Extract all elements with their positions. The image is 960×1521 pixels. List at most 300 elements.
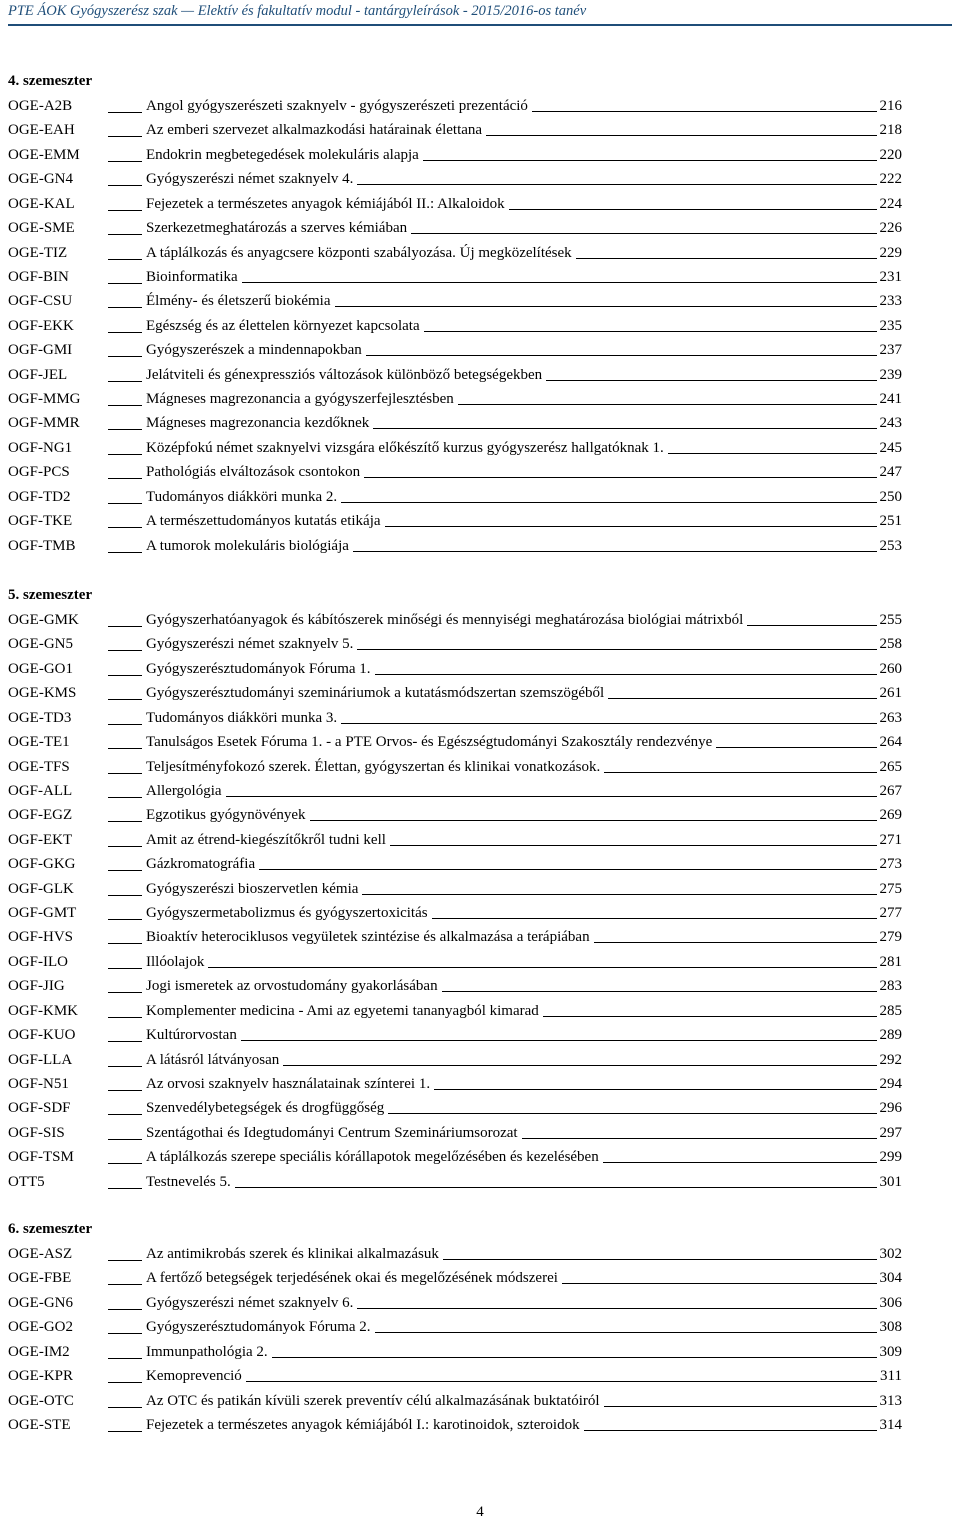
- page-ref: 250: [879, 488, 902, 505]
- entry-main: [146, 170, 902, 188]
- page-ref: 239: [879, 366, 902, 383]
- dot-leader-line: [434, 1089, 876, 1090]
- course-code: OGF-TKE: [8, 513, 73, 530]
- toc-entry[interactable]: [8, 97, 902, 115]
- toc-entry[interactable]: [8, 488, 902, 506]
- course-code: OGE-STE: [8, 1416, 71, 1433]
- toc-entry[interactable]: [8, 219, 902, 237]
- toc-entry[interactable]: [8, 1075, 902, 1093]
- dot-leader-line: [390, 845, 877, 846]
- page-ref: 243: [879, 415, 902, 432]
- entry-main: [146, 195, 902, 213]
- course-title: Fejezetek a természetes anyagok kémiájából I.: karotinoidok, szteroidok: [146, 1416, 580, 1433]
- course-title: Gyógyszerészi német szaknyelv 5.: [146, 636, 354, 653]
- entry-main: [146, 121, 902, 139]
- entry-main: [146, 317, 902, 335]
- course-code: OGF-SIS: [8, 1124, 65, 1141]
- dot-leader-line: [357, 649, 876, 650]
- code-leader-line: [108, 454, 142, 455]
- code-leader-line: [108, 429, 142, 430]
- entry-main: [146, 1002, 902, 1020]
- dot-leader-line: [423, 160, 877, 161]
- page-ref: 281: [879, 953, 902, 970]
- course-code: OGE-SME: [8, 220, 75, 237]
- code-leader-line: [108, 503, 142, 504]
- dot-leader-line: [235, 1187, 877, 1188]
- course-title: Bioaktív heterociklusos vegyületek szintézise és alkalmazása a terápiában: [146, 929, 590, 946]
- code-leader-line: [108, 405, 142, 406]
- page-ref: 273: [879, 856, 902, 873]
- entry-main: [146, 1245, 902, 1263]
- entry-main: [146, 1124, 902, 1142]
- course-title: Bioinformatika: [146, 268, 238, 285]
- toc-entry[interactable]: [8, 1294, 902, 1312]
- course-title: Egészség és az élettelen környezet kapcsolata: [146, 317, 420, 334]
- code-leader-line: [108, 1139, 142, 1140]
- code-leader-line: [108, 1284, 142, 1285]
- entry-main: [146, 488, 902, 506]
- entry-main: [146, 414, 902, 432]
- toc-entry[interactable]: [8, 195, 902, 213]
- page-ref: 306: [879, 1294, 902, 1311]
- code-leader-line: [108, 1260, 142, 1261]
- page-ref: 279: [879, 929, 902, 946]
- toc-entry[interactable]: [8, 366, 902, 384]
- code-leader-line: [108, 626, 142, 627]
- dot-leader-line: [341, 502, 876, 503]
- code-leader-line: [108, 161, 142, 162]
- entry-main: [146, 146, 902, 164]
- course-title: Az OTC és patikán kívüli szerek preventív célú alkalmazásának buktatóiról: [146, 1392, 600, 1409]
- page-ref: 267: [879, 782, 902, 799]
- toc-entry[interactable]: [8, 733, 902, 751]
- course-title: Az orvosi szaknyelv használatainak színterei 1.: [146, 1075, 431, 1092]
- page-ref: 247: [879, 464, 902, 481]
- entry-main: [146, 1269, 902, 1287]
- dot-leader-line: [594, 942, 877, 943]
- dot-leader-line: [364, 477, 876, 478]
- course-code: OGF-GMT: [8, 905, 77, 922]
- toc-entry[interactable]: [8, 758, 902, 776]
- dot-leader-line: [716, 747, 876, 748]
- dot-leader-line: [310, 820, 877, 821]
- toc-entry[interactable]: [8, 928, 902, 946]
- course-title: Gyógyszerészi német szaknyelv 4.: [146, 171, 354, 188]
- course-title: A fertőző betegségek terjedésének okai és megelőzésének módszerei: [146, 1270, 558, 1287]
- toc-entry[interactable]: [8, 1343, 902, 1361]
- code-leader-line: [108, 307, 142, 308]
- page-ref: 308: [879, 1319, 902, 1336]
- page-ref: 222: [879, 171, 902, 188]
- course-title: Mágneses magrezonancia a gyógyszerfejlesztésben: [146, 391, 454, 408]
- course-title: Középfokú német szaknyelvi vizsgára előkészítő kurzus gyógyszerész hallgatóknak 1.: [146, 439, 664, 456]
- entry-main: [146, 1075, 902, 1093]
- page-ref: 285: [879, 1002, 902, 1019]
- dot-leader-line: [603, 1162, 877, 1163]
- code-leader-line: [108, 919, 142, 920]
- toc-entry[interactable]: [8, 1245, 902, 1263]
- page-ref: 255: [879, 612, 902, 628]
- course-code: OGF-PCS: [8, 464, 70, 481]
- toc-entry[interactable]: [8, 660, 902, 678]
- page-ref: 314: [879, 1416, 902, 1433]
- page-ref: 263: [879, 709, 902, 726]
- course-code: OGF-MMG: [8, 391, 81, 408]
- course-title: Gyógyszerhatóanyagok és kábítószerek minőségi és mennyiségi meghatározása biológiai mátrixból: [146, 612, 744, 628]
- code-leader-line: [108, 1188, 142, 1189]
- toc-entry[interactable]: [8, 709, 902, 727]
- course-code: OGF-N51: [8, 1075, 69, 1092]
- course-title: A látásról látványosan: [146, 1051, 280, 1068]
- dot-leader-line: [373, 428, 876, 429]
- course-code: OGE-KAL: [8, 195, 75, 212]
- dot-leader-line: [509, 209, 877, 210]
- dot-leader-line: [357, 1308, 876, 1309]
- page-ref: 253: [879, 537, 902, 554]
- page-ref: 226: [879, 220, 902, 237]
- page-ref: 292: [879, 1051, 902, 1068]
- course-title: Jelátviteli és génexpressziós változások különböző betegségekben: [146, 366, 543, 383]
- page-ref: 231: [879, 268, 902, 285]
- entry-main: [146, 463, 902, 481]
- course-code: OGF-TMB: [8, 537, 76, 554]
- entry-main: [146, 1367, 902, 1385]
- dot-leader-line: [604, 1406, 877, 1407]
- code-leader-line: [108, 870, 142, 871]
- entry-main: [146, 880, 902, 898]
- entry-main: [146, 390, 902, 408]
- entry-main: [146, 660, 902, 678]
- course-title: Tanulságos Esetek Fóruma 1. - a PTE Orvos- és Egészségtudományi Szakosztály rendezvénye: [146, 734, 713, 751]
- code-leader-line: [108, 968, 142, 969]
- dot-leader-line: [608, 698, 876, 699]
- code-leader-line: [108, 1163, 142, 1164]
- toc-entry[interactable]: [8, 1392, 902, 1410]
- dot-leader-line: [442, 991, 877, 992]
- course-code: OGF-MMR: [8, 415, 80, 432]
- course-title: Angol gyógyszerészeti szaknyelv - gyógyszerészeti prezentáció: [146, 98, 528, 114]
- page-ref: 251: [879, 513, 902, 530]
- course-code: OGF-GLK: [8, 880, 74, 897]
- dot-leader-line: [375, 674, 877, 675]
- course-title: Gázkromatográfia: [146, 856, 256, 873]
- code-leader-line: [108, 724, 142, 725]
- page-ref: 233: [879, 293, 902, 310]
- course-code: OGE-EMM: [8, 146, 80, 163]
- code-leader-line: [108, 185, 142, 186]
- dot-leader-line: [546, 380, 876, 381]
- entry-main: [146, 1099, 902, 1117]
- code-leader-line: [108, 112, 142, 113]
- course-title: Gyógyszerészi bioszervetlen kémia: [146, 880, 359, 897]
- course-code: OGF-EGZ: [8, 807, 73, 824]
- course-title: Gyógyszerészi német szaknyelv 6.: [146, 1294, 354, 1311]
- course-title: Gyógyszerésztudományok Fóruma 1.: [146, 660, 371, 677]
- code-leader-line: [108, 234, 142, 235]
- course-title: Tudományos diákköri munka 3.: [146, 709, 338, 726]
- dot-leader-line: [604, 772, 876, 773]
- course-title: Pathológiás elváltozások csontokon: [146, 464, 361, 481]
- code-leader-line: [108, 1407, 142, 1408]
- dot-leader-line: [532, 111, 877, 112]
- toc-entry[interactable]: [8, 537, 902, 555]
- entry-main: [146, 1026, 902, 1044]
- toc-entry[interactable]: [8, 1173, 902, 1191]
- dot-leader-line: [357, 184, 876, 185]
- toc-entry[interactable]: [8, 414, 902, 432]
- dot-leader-line: [341, 723, 876, 724]
- course-title: Élmény- és életszerű biokémia: [146, 293, 331, 310]
- code-leader-line: [108, 332, 142, 333]
- toc-entry[interactable]: [8, 463, 902, 481]
- page-ref: 237: [879, 342, 902, 359]
- toc-entry[interactable]: [8, 244, 902, 262]
- toc-entry[interactable]: [8, 1318, 902, 1336]
- code-leader-line: [108, 1090, 142, 1091]
- toc-entry[interactable]: [8, 1124, 902, 1142]
- course-title: Kultúrorvostan: [146, 1027, 237, 1044]
- entry-main: [146, 1318, 902, 1336]
- course-title: Komplementer medicina - Ami az egyetemi tananyagból kimarad: [146, 1002, 539, 1019]
- course-code: OGE-FBE: [8, 1270, 72, 1287]
- toc-entry[interactable]: [8, 635, 902, 653]
- course-title: A tumorok molekuláris biológiája: [146, 537, 349, 554]
- code-leader-line: [108, 381, 142, 382]
- code-leader-line: [108, 797, 142, 798]
- dot-leader-line: [458, 404, 877, 405]
- course-code: OGF-CSU: [8, 293, 73, 310]
- dot-leader-line: [283, 1065, 876, 1066]
- course-title: A táplálkozás és anyagcsere központi szabályozása. Új megközelítések: [146, 244, 572, 261]
- code-leader-line: [108, 1431, 142, 1432]
- toc-entry[interactable]: [8, 439, 902, 457]
- course-title: Mágneses magrezonancia kezdőknek: [146, 415, 370, 432]
- entry-main: [146, 806, 902, 824]
- course-code: OGE-GN4: [8, 171, 73, 188]
- entry-main: [146, 366, 902, 384]
- course-code: OGF-TD2: [8, 488, 71, 505]
- course-title: Illóolajok: [146, 953, 205, 970]
- course-title: Egzotikus gyógynövények: [146, 807, 306, 824]
- course-code: OGF-KMK: [8, 1002, 79, 1019]
- course-title: Teljesítményfokozó szerek. Élettan, gyógyszertan és klinikai vonatkozások.: [146, 758, 601, 775]
- course-title: Az antimikrobás szerek és klinikai alkalmazásuk: [146, 1246, 439, 1262]
- page-ref: 224: [879, 195, 902, 212]
- toc-entry[interactable]: [8, 390, 902, 408]
- code-leader-line: [108, 1358, 142, 1359]
- toc-entry[interactable]: [8, 806, 902, 824]
- course-code: OGE-EAH: [8, 122, 75, 139]
- course-title: Szenvedélybetegségek és drogfüggőség: [146, 1100, 385, 1117]
- toc-entry[interactable]: [8, 317, 902, 335]
- code-leader-line: [108, 992, 142, 993]
- code-leader-line: [108, 1066, 142, 1067]
- toc-entry[interactable]: [8, 146, 902, 164]
- dot-leader-line: [668, 453, 877, 454]
- code-leader-line: [108, 675, 142, 676]
- toc-entry[interactable]: [8, 684, 902, 702]
- page-ref: 260: [879, 660, 902, 677]
- course-title: Endokrin megbetegedések molekuláris alapja: [146, 146, 419, 163]
- page-ref: 277: [879, 905, 902, 922]
- dot-leader-line: [424, 331, 877, 332]
- page-ref: 289: [879, 1027, 902, 1044]
- course-title: Tudományos diákköri munka 2.: [146, 488, 338, 505]
- page-ref: 269: [879, 807, 902, 824]
- toc-entry[interactable]: [8, 121, 902, 139]
- dot-leader-line: [584, 1430, 877, 1431]
- entry-main: [146, 268, 902, 286]
- dot-leader-line: [522, 1138, 877, 1139]
- toc-entry[interactable]: [8, 1148, 902, 1166]
- toc-entry[interactable]: [8, 292, 902, 310]
- page-ref: 304: [879, 1270, 902, 1287]
- course-title: Testnevelés 5.: [146, 1173, 231, 1190]
- toc-entry[interactable]: [8, 831, 902, 849]
- toc-entry[interactable]: [8, 904, 902, 922]
- course-title: Kemoprevenció: [146, 1368, 242, 1385]
- entry-main: [146, 684, 902, 702]
- toc-entry[interactable]: [8, 880, 902, 898]
- dot-leader-line: [385, 526, 877, 527]
- page-ref: 299: [879, 1149, 902, 1166]
- toc-entry[interactable]: [8, 1002, 902, 1020]
- dot-leader-line: [388, 1113, 876, 1114]
- course-code: OGE-TIZ: [8, 244, 68, 261]
- entry-main: [146, 219, 902, 237]
- course-code: OGE-GO2: [8, 1319, 73, 1336]
- code-leader-line: [108, 650, 142, 651]
- page-ref: 265: [879, 758, 902, 775]
- course-code: OGE-IM2: [8, 1343, 70, 1360]
- running-header: PTE ÁOK Gyógyszerész szak — Elektív és fakultatív modul - tantárgyleírások - 2015/2016-os tanév: [8, 0, 952, 26]
- entry-main: [146, 928, 902, 946]
- page-ref: 311: [880, 1368, 902, 1385]
- page-ref: 283: [879, 978, 902, 995]
- dot-leader-line: [486, 135, 876, 136]
- toc-entry[interactable]: [8, 611, 902, 629]
- dot-leader-line: [246, 1381, 877, 1382]
- course-code: OGF-EKK: [8, 317, 74, 334]
- course-code: OGE-GO1: [8, 660, 73, 677]
- entry-main: [146, 1294, 902, 1312]
- entry-main: [146, 855, 902, 873]
- dot-leader-line: [242, 282, 877, 283]
- entry-main: [146, 635, 902, 653]
- entry-main: [146, 1173, 902, 1191]
- entry-main: [146, 341, 902, 359]
- toc-entry[interactable]: [8, 1026, 902, 1044]
- course-code: OGE-TD3: [8, 709, 72, 726]
- section-title: 5. szemeszter: [8, 587, 93, 603]
- course-title: Fejezetek a természetes anyagok kémiájából II.: Alkaloidok: [146, 195, 505, 212]
- entry-main: [146, 782, 902, 800]
- course-code: OGF-HVS: [8, 929, 74, 946]
- entry-main: [146, 1416, 902, 1434]
- page-ref: 218: [879, 122, 902, 139]
- code-leader-line: [108, 283, 142, 284]
- code-leader-line: [108, 943, 142, 944]
- toc-entry[interactable]: [8, 953, 902, 971]
- course-code: OGF-SDF: [8, 1100, 71, 1117]
- code-leader-line: [108, 846, 142, 847]
- code-leader-line: [108, 773, 142, 774]
- course-code: OGE-KPR: [8, 1368, 74, 1385]
- dot-leader-line: [543, 1016, 877, 1017]
- page-ref: 261: [879, 685, 902, 702]
- toc-entry[interactable]: [8, 512, 902, 530]
- page-number: 4: [476, 1504, 484, 1520]
- code-leader-line: [108, 1017, 142, 1018]
- entry-main: [146, 1392, 902, 1410]
- course-code: OGE-OTC: [8, 1392, 74, 1409]
- toc-entry[interactable]: [8, 1367, 902, 1385]
- course-title: Gyógyszerésztudományi szemináriumok a kutatásmódszertan szemszögéből: [146, 685, 605, 702]
- page-ref: 245: [879, 439, 902, 456]
- code-leader-line: [108, 210, 142, 211]
- toc-entry[interactable]: [8, 341, 902, 359]
- course-title: Szentágothai és Idegtudományi Centrum Szemináriumsorozat: [146, 1124, 518, 1141]
- toc-entry[interactable]: [8, 1099, 902, 1117]
- toc-entry[interactable]: [8, 977, 902, 995]
- page-ref: 296: [879, 1100, 902, 1117]
- toc-entry[interactable]: [8, 1269, 902, 1287]
- entry-main: [146, 244, 902, 262]
- toc-entry[interactable]: [8, 170, 902, 188]
- dot-leader-line: [443, 1259, 877, 1260]
- entry-main: [146, 537, 902, 555]
- dot-leader-line: [353, 551, 877, 552]
- page-ref: 264: [879, 734, 902, 751]
- dot-leader-line: [411, 233, 876, 234]
- code-leader-line: [108, 259, 142, 260]
- code-leader-line: [108, 748, 142, 749]
- section-title: 6. szemeszter: [8, 1221, 93, 1237]
- page-ref: 313: [879, 1392, 902, 1409]
- dot-leader-line: [272, 1357, 877, 1358]
- toc-entry[interactable]: [8, 1416, 902, 1434]
- code-leader-line: [108, 552, 142, 553]
- toc-entry[interactable]: [8, 855, 902, 873]
- toc-entry[interactable]: [8, 268, 902, 286]
- course-title: Szerkezetmeghatározás a szerves kémiában: [146, 220, 408, 237]
- dot-leader-line: [226, 796, 877, 797]
- page-ref: 297: [879, 1124, 902, 1141]
- page-ref: 309: [879, 1343, 902, 1360]
- code-leader-line: [108, 1114, 142, 1115]
- course-code: OGE-ASZ: [8, 1246, 73, 1262]
- course-code: OGF-LLA: [8, 1051, 73, 1068]
- page-ref: 241: [879, 391, 902, 408]
- course-title: Jogi ismeretek az orvostudomány gyakorlásában: [146, 978, 438, 995]
- section-title: 4. szemeszter: [8, 73, 93, 89]
- entry-main: [146, 831, 902, 849]
- toc-entry[interactable]: [8, 1051, 902, 1069]
- dot-leader-line: [241, 1040, 877, 1041]
- course-code: OGF-KUO: [8, 1027, 76, 1044]
- page-ref: 302: [879, 1246, 902, 1262]
- page-ref: 301: [879, 1173, 902, 1190]
- toc-entry[interactable]: [8, 782, 902, 800]
- code-leader-line: [108, 1309, 142, 1310]
- course-code: OGF-GMI: [8, 342, 73, 359]
- code-leader-line: [108, 356, 142, 357]
- entry-main: [146, 977, 902, 995]
- course-code: OGE-KMS: [8, 685, 77, 702]
- course-code: OGE-GN5: [8, 636, 73, 653]
- course-code: OGE-TE1: [8, 734, 70, 751]
- course-title: Amit az étrend-kiegészítőkről tudni kell: [146, 831, 386, 848]
